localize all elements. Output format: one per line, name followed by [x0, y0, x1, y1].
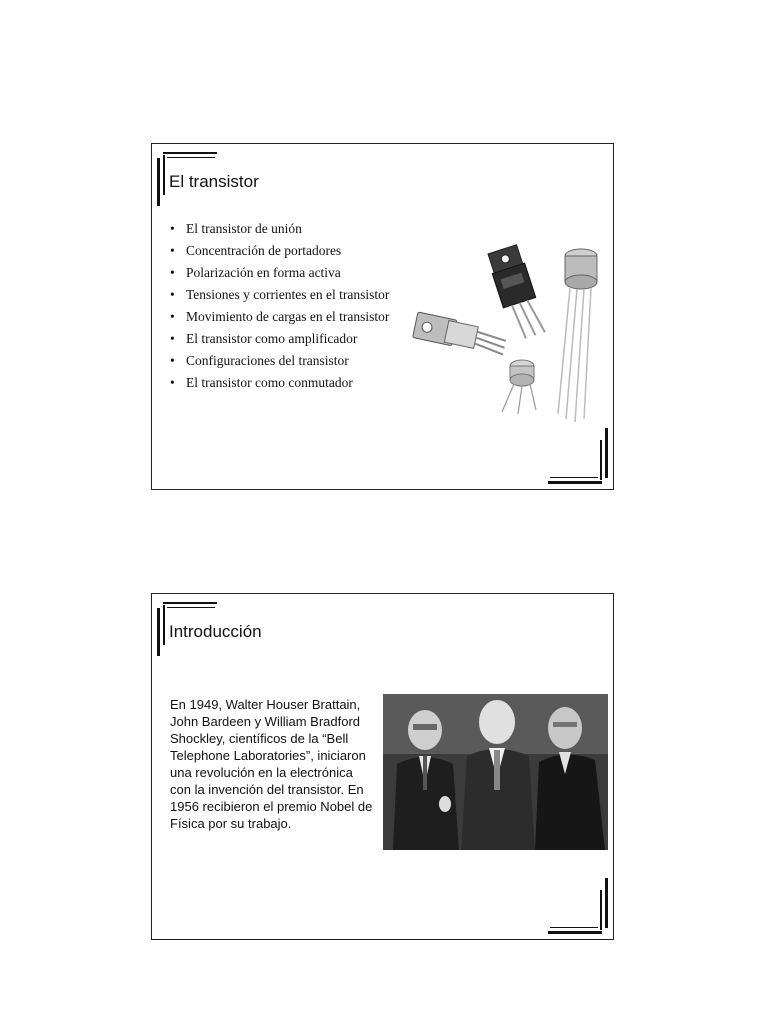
list-item: • Configuraciones del transistor [170, 353, 349, 368]
topic-list [170, 220, 390, 396]
slide-introduccion [151, 593, 614, 940]
nobel-scientists-photo [383, 694, 608, 850]
list-item: • El transistor como amplificador [170, 331, 358, 346]
list-item: • El transistor como conmutador [170, 375, 353, 390]
list-item: • El transistor de unión [170, 221, 302, 236]
slide-title: Introducción [169, 622, 262, 641]
list-item: • Movimiento de cargas en el transistor [170, 309, 390, 324]
small-can-transistor [502, 360, 536, 414]
list-item: • Polarización en forma activa [170, 265, 341, 280]
to220-transistor-middle [486, 244, 547, 342]
slide-title: El transistor [169, 172, 259, 191]
intro-paragraph: En 1949, Walter Houser Brattain, John Bardeen y William Bradford Shockley, científicos de la “Bell Telephone Laboratories”, iniciaron una revolución en la electrónica con la invención del transistor. En 1956 recibieron el premio Nobel de Física por su trabajo. [170, 697, 373, 831]
list-item: • Concentración de portadores [170, 243, 342, 258]
to220-transistor-left [413, 312, 508, 357]
list-item: • Tensiones y corrientes en el transistor [170, 287, 390, 302]
slide-el-transistor [151, 143, 614, 490]
metal-can-transistor-right [558, 249, 597, 422]
transistors-image [410, 244, 610, 424]
corner-ornament-bottom-right [548, 874, 608, 934]
corner-ornament-bottom-right [548, 424, 608, 484]
